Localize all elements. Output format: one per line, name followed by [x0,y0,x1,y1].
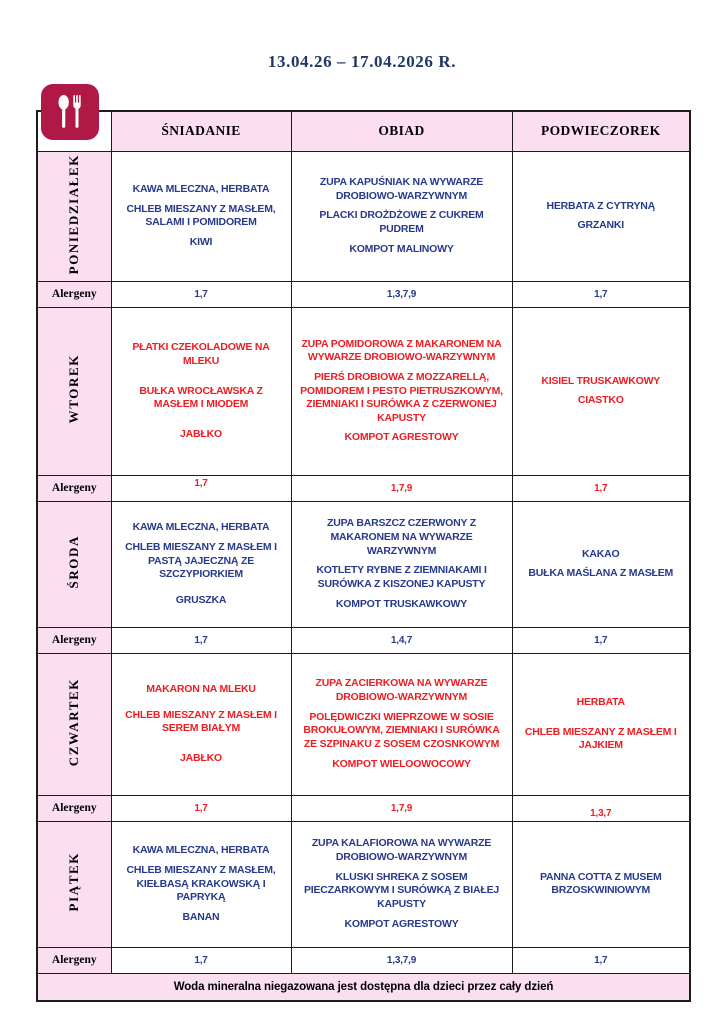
snack-cell [512,821,690,947]
footer-note: Woda mineralna niegazowana jest dostępna dla dzieci przez cały dzień [37,973,690,1001]
menu-item: CHLEB MIESZANY Z MASŁEM I SEREM BIAŁYM [125,708,277,735]
allergen-row-wednesday [37,627,690,653]
lunch-cell [291,307,512,475]
menu-item: BUŁKA MAŚLANA Z MASŁEM [528,567,674,580]
menu-item: GRUSZKA [175,593,227,606]
menu-item: PLACKI DROŻDŻOWE Z CUKREM PUDREM [319,209,484,235]
menu-item: HERBATA [576,695,625,708]
breakfast-cell [111,821,291,947]
day-cell [37,151,111,281]
menu-item: KAWA MLECZNA, HERBATA [132,182,270,195]
menu-item: ZUPA BARSZCZ CZERWONY Z MAKARONEM NA WYWARZE WARZYWNYM [326,517,476,557]
weekly-menu-table [36,110,691,1002]
column-header-snack: PODWIECZOREK [512,111,690,151]
menu-item: ZUPA KAPUŚNIAK NA WYWARZE DROBIOWO-WARZYWNYM [319,176,484,202]
menu-item: POLĘDWICZKI WIEPRZOWE W SOSIE BROKUŁOWYM, ZIEMNIAKI I SURÓWKA ZE SZPINAKU Z SOSEM CZOSNKOWYM [303,710,500,750]
menu-item: KAKAO [582,547,620,560]
menu-item: GRZANKI [577,219,624,232]
breakfast-cell [111,653,291,795]
day-row-tuesday [37,307,690,475]
menu-item: CIASTKO [577,394,624,407]
menu-item: ZUPA KALAFIOROWA NA WYWARZE DROBIOWO-WARZYWNYM [311,837,492,864]
menu-item: KAWA MLECZNA, HERBATA [132,521,270,534]
allergen-value: 1,7 [111,795,291,821]
allergen-row-thursday [37,795,690,821]
allergen-label: Alergeny [37,795,111,821]
day-cell [37,821,111,947]
allergen-value: 1,7 [512,281,690,307]
menu-item: CHLEB MIESZANY Z MASŁEM I PASTĄ JAJECZNĄ ZE SZCZYPIORKIEM [125,540,277,581]
menu-item: KISIEL TRUSKAWKOWY [541,374,661,387]
allergen-row-monday [37,281,690,307]
lunch-cell [291,151,512,281]
menu-item: ZUPA POMIDOROWA Z MAKARONEM NA WYWARZE DROBIOWO-WARZYWNYM [301,337,502,364]
allergen-value: 1,7 [111,281,291,307]
lunch-cell [291,821,512,947]
lunch-cell [291,501,512,627]
menu-item: PŁATKI CZEKOLADOWE NA MLEKU [132,341,270,367]
allergen-label: Alergeny [37,947,111,973]
menu-item: JABŁKO [180,751,222,764]
day-row-monday [37,151,690,281]
breakfast-cell [111,501,291,627]
breakfast-cell [111,151,291,281]
day-label: CZWARTEK [66,677,82,766]
allergen-label: Alergeny [37,475,111,501]
menu-item: ZUPA ZACIERKOWA NA WYWARZE DROBIOWO-WARZYWNYM [315,677,488,704]
snack-cell [512,653,690,795]
snack-cell [512,501,690,627]
menu-item: CHLEB MIESZANY Z MASŁEM, SALAMI I POMIDOREM [126,202,276,229]
header-row [37,111,690,151]
menu-item: HERBATA Z CYTRYNĄ [546,199,656,212]
menu-item: KAWA MLECZNA, HERBATA [132,844,270,857]
page-title: 13.04.26 – 17.04.2026 R. [267,52,457,71]
menu-item: PANNA COTTA Z MUSEM BRZOSKWINIOWYM [539,870,662,897]
menu-item: MAKARON NA MLEKU [146,683,256,696]
menu-item: KOTLETY RYBNE Z ZIEMNIAKAMI I SURÓWKA Z KISZONEJ KAPUSTY [316,564,487,590]
allergen-value: 1,7 [512,475,690,501]
menu-item: PIERŚ DROBIOWA Z MOZZARELLĄ, POMIDOREM I PESTO PIETRUSZKOWYM, ZIEMNIAKI I SURÓWKA Z CZERWONEJ KAPUSTY [300,370,503,424]
menu-item: KOMPOT WIELOOWOCOWY [332,757,471,770]
allergen-value: 1,7 [111,475,291,501]
day-label: WTOREK [66,354,82,424]
day-row-friday [37,821,690,947]
allergen-value: 1,7 [512,947,690,973]
day-label: PIĄTEK [66,852,82,912]
allergen-label: Alergeny [37,627,111,653]
day-row-thursday [37,653,690,795]
allergen-value: 1,7 [111,947,291,973]
cutlery-icon [41,84,99,140]
snack-cell [512,307,690,475]
footer-row [37,973,690,1001]
menu-item: CHLEB MIESZANY Z MASŁEM I JAJKIEM [524,725,677,752]
day-row-wednesday [37,501,690,627]
allergen-value: 1,3,7,9 [291,947,512,973]
menu-item: KIWI [189,235,213,248]
allergen-value: 1,4,7 [291,627,512,653]
menu-item: BUŁKA WROCŁAWSKA Z MASŁEM I MIODEM [139,384,263,411]
day-label: ŚRODA [66,535,82,589]
allergen-value: 1,7,9 [291,475,512,501]
menu-item: KOMPOT MALINOWY [349,242,454,255]
allergen-row-friday [37,947,690,973]
day-cell [37,501,111,627]
menu-item: KOMPOT AGRESTOWY [344,431,459,444]
allergen-value: 1,7 [111,627,291,653]
column-header-breakfast: ŚNIADANIE [111,111,291,151]
allergen-value: 1,3,7 [512,795,690,821]
day-cell [37,653,111,795]
menu-item: JABŁKO [180,427,222,440]
menu-item: BANAN [182,910,220,923]
allergen-label: Alergeny [37,281,111,307]
day-label: PONIEDZIAŁEK [66,153,82,274]
day-cell [37,307,111,475]
breakfast-cell [111,307,291,475]
allergen-value: 1,7 [512,627,690,653]
allergen-value: 1,3,7,9 [291,281,512,307]
snack-cell [512,151,690,281]
menu-item: KLUSKI SHREKA Z SOSEM PIECZARKOWYM I SURÓWKĄ Z BIAŁEJ KAPUSTY [303,870,500,910]
menu-item: KOMPOT AGRESTOWY [344,917,459,930]
allergen-value: 1,7,9 [291,795,512,821]
lunch-cell [291,653,512,795]
allergen-row-tuesday [37,475,690,501]
menu-item: CHLEB MIESZANY Z MASŁEM, KIEŁBASĄ KRAKOWSKĄ I PAPRYKĄ [126,863,276,904]
column-header-lunch: OBIAD [291,111,512,151]
menu-item: KOMPOT TRUSKAWKOWY [335,597,468,610]
